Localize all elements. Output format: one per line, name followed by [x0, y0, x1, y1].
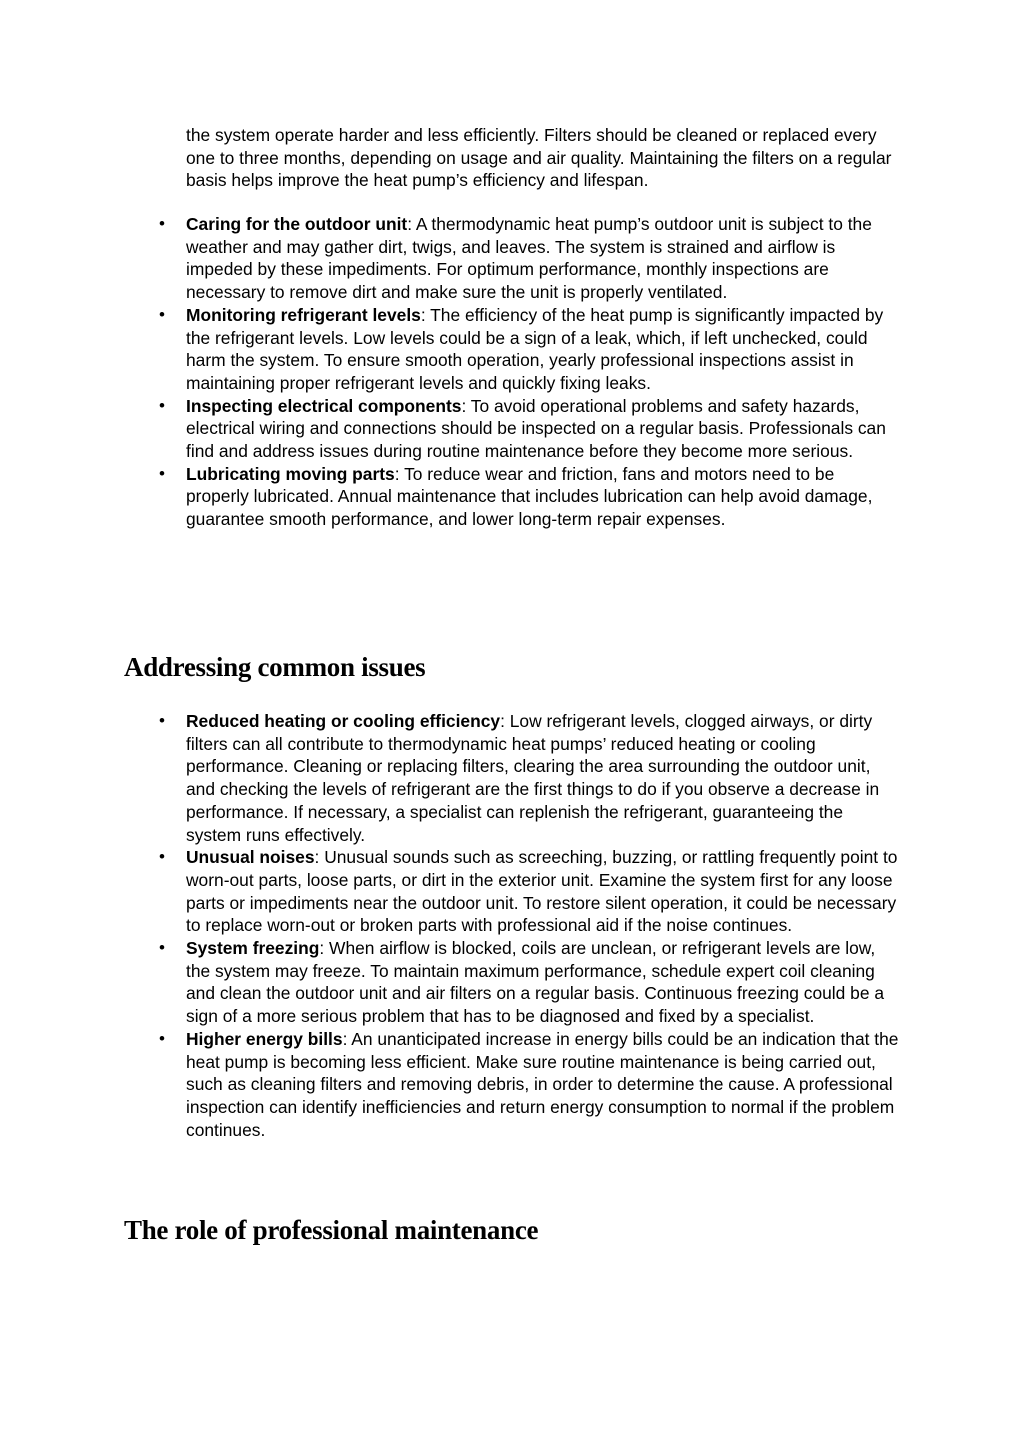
list-item — [186, 463, 901, 531]
list-item-text: : An unanticipated increase in energy bills could be an indication that the heat pump is becoming less efficient. Make sure routine maintenance is being carried out, such as cleaning filters and removing debris, in order to determine the cause. A professional inspection can identify inefficiencies and return energy consumption to normal if the problem continues. — [186, 1028, 899, 1140]
list-item-term: Lubricating moving parts — [186, 463, 395, 484]
list-item — [186, 304, 901, 395]
list-item — [186, 213, 901, 304]
list-item — [186, 710, 901, 846]
list-item-term: Inspecting electrical components — [186, 395, 462, 416]
section-heading-role-of-professional-maintenance: The role of professional maintenance — [124, 1215, 539, 1245]
list-item — [186, 395, 901, 463]
list-item — [186, 846, 901, 937]
list-item-text: : A thermodynamic heat pump’s outdoor unit is subject to the weather and may gather dirt, twigs, and leaves. The system is strained and airflow is impeded by these impediments. For optimum performance, monthly inspections are necessary to remove dirt and make sure the unit is properly ventilated. — [186, 214, 872, 303]
list-item-text: : The efficiency of the heat pump is significantly impacted by the refrigerant levels. Low levels could be a sign of a leak, which, if left unchecked, could harm the system. To ensure smooth operation, yearly professional inspections assist in maintaining proper refrigerant levels and quickly fixing leaks. — [186, 304, 884, 393]
list-item-term: System freezing — [186, 938, 320, 959]
issues-list — [186, 710, 901, 1141]
continuation-paragraph: the system operate harder and less efficiently. Filters should be cleaned or replaced every one to three months, depending on usage and air quality. Maintaining the filters on a regular basis helps improve the heat pump’s efficiency and lifespan. — [186, 125, 892, 191]
list-item-text: : When airflow is blocked, coils are unclean, or refrigerant levels are low, the system may freeze. To maintain maximum performance, schedule expert coil cleaning and clean the outdoor unit and air filters on a regular basis. Continuous freezing could be a sign of a more serious problem that has to be diagnosed and fixed by a specialist. — [186, 938, 885, 1027]
list-item — [186, 1028, 901, 1142]
list-item-term: Unusual noises — [186, 847, 315, 868]
list-item-text: : Low refrigerant levels, clogged airways, or dirty filters can all contribute to thermodynamic heat pumps’ reduced heating or cooling performance. Cleaning or replacing filters, clearing the area surrounding the outdoor unit, and checking the levels of refrigerant are the first things to do if you observe a decrease in performance. If necessary, a specialist can replenish the refrigerant, guaranteeing the system runs effectively. — [186, 711, 880, 845]
list-item-term: Monitoring refrigerant levels — [186, 304, 421, 325]
maintenance-list — [186, 213, 901, 531]
list-item-text: : To avoid operational problems and safety hazards, electrical wiring and connections should be inspected on a regular basis. Professionals can find and address issues during routine maintenance before they become more serious. — [186, 395, 886, 462]
list-item-text: : Unusual sounds such as screeching, buzzing, or rattling frequently point to worn-out parts, loose parts, or dirt in the exterior unit. Examine the system first for any loose parts or impediments near the outdoor unit. To restore silent operation, it could be necessary to replace worn-out or broken parts with professional aid if the noise continues. — [186, 847, 898, 936]
list-item-term: Caring for the outdoor unit — [186, 214, 408, 234]
list-item-term: Reduced heating or cooling efficiency — [186, 711, 501, 731]
list-item-term: Higher energy bills — [186, 1028, 343, 1049]
list-item — [186, 937, 901, 1028]
section-heading-addressing-common-issues: Addressing common issues — [124, 652, 426, 682]
list-item-text: : To reduce wear and friction, fans and motors need to be properly lubricated. Annual maintenance that includes lubrication can help avoid damage, guarantee smooth performance, and lower long-term repair expenses. — [186, 463, 873, 530]
